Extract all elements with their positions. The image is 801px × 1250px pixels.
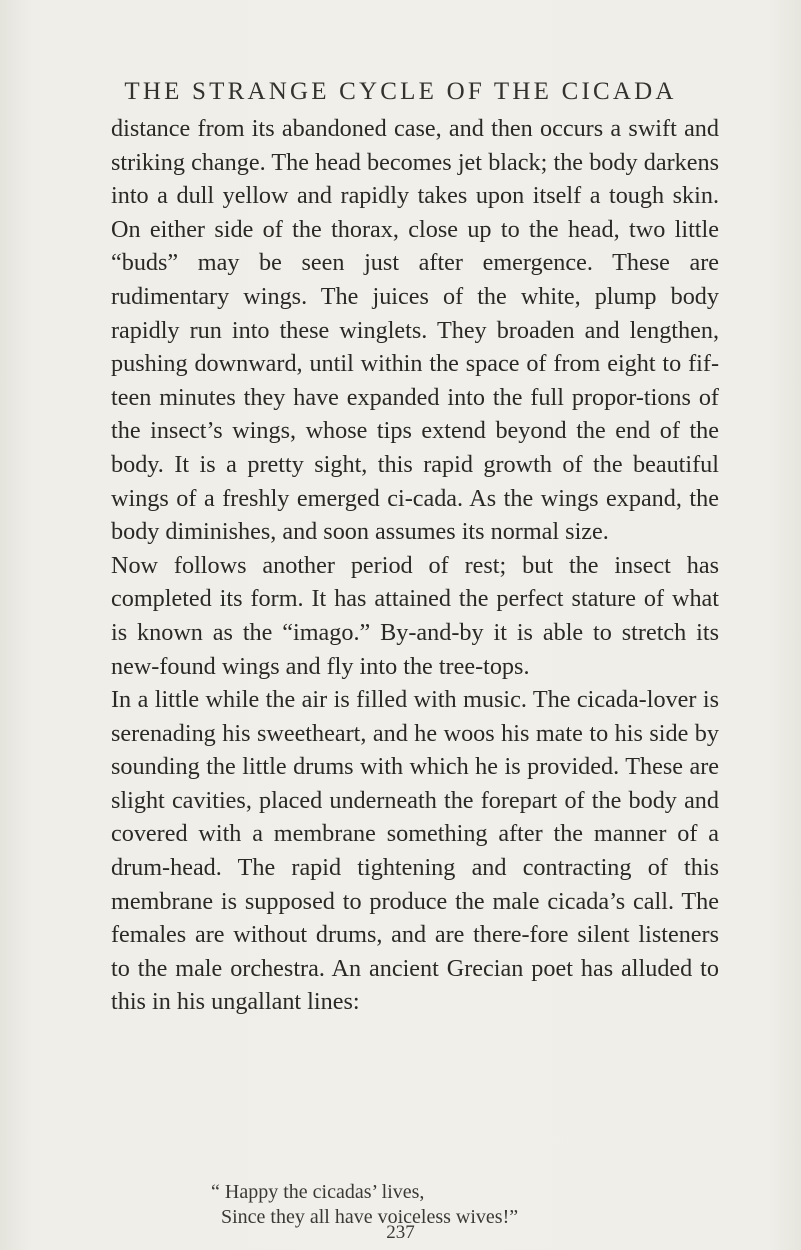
page-number: 237 [386,1222,415,1243]
paragraph-2: Now follows another period of rest; but the insect has completed its form. It has attained the perfect stature of what is known as the “imago.” By-and-by it is able to stretch its new-found wings and fly into the tree-tops. [111,551,719,680]
verse-line-1: “ Happy the cicadas’ lives, [211,1181,425,1203]
paragraph-3: In a little while the air is filled with music. The cicada-lover is serenading his sweetheart, and he woos his mate to his side by sounding the little drums with which he is provided. These are slight cavities, placed underneath the forepart of the body and covered with a membrane something after the manner of a drum-head. The rapid tightening and contracting of this membrane is supposed to produce the male cicada’s call. The females are without drums, and are there-fore silent listeners to the male orchestra. An ancient Grecian poet has alluded to this in his ungallant lines: [111,686,719,1016]
running-head: THE STRANGE CYCLE OF THE CICADA [124,78,677,105]
verse-line-2: Since they all have voiceless wives!” [221,1206,519,1228]
body-text [111,112,719,1019]
paragraph-1: distance from its abandoned case, and then occurs a swift and striking change. The head becomes jet black; the body darkens into a dull yellow and rapidly takes upon itself a tough skin. On either side of the thorax, close up to the head, two little “buds” may be seen just after emergence. These are rudimentary wings. The juices of the white, plump body rapidly run into these winglets. They broaden and lengthen, pushing downward, until within the space of from eight to fif-teen minutes they have expanded into the full propor-tions of the insect’s wings, whose tips extend beyond the end of the body. It is a pretty sight, this rapid growth of the beautiful wings of a freshly emerged ci-cada. As the wings expand, the body diminishes, and soon assumes its normal size. [111,115,719,546]
